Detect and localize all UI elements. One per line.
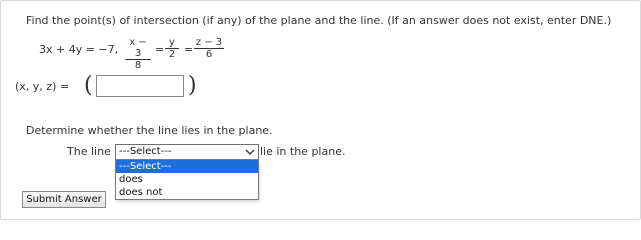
fraction-y-denominator: 2 bbox=[168, 49, 176, 60]
open-paren: ( bbox=[84, 73, 93, 98]
fraction-y-numerator: y bbox=[165, 37, 179, 49]
equals-sign: = bbox=[155, 43, 165, 56]
fraction-z-denominator: 6 bbox=[205, 49, 213, 60]
close-paren: ) bbox=[188, 73, 197, 98]
fraction-y bbox=[165, 37, 179, 60]
fraction-z-numerator: z − 3 bbox=[195, 37, 223, 48]
point-answer-input[interactable] bbox=[96, 75, 184, 97]
fraction-x bbox=[125, 37, 151, 71]
line-suffix: lie in the plane. bbox=[260, 145, 346, 158]
line-in-plane-row bbox=[67, 144, 367, 198]
question-prompt: Find the point(s) of intersection (if any) of the plane and the line. (If an answer does not exist, enter DNE.) bbox=[26, 14, 612, 27]
select-option-placeholder[interactable]: ---Select--- bbox=[116, 160, 258, 173]
fraction-x-denominator: 8 bbox=[134, 60, 142, 71]
point-label: (x, y, z) = bbox=[15, 80, 70, 93]
part2-prompt: Determine whether the line lies in the plane. bbox=[26, 124, 273, 137]
select-current-value: ---Select--- bbox=[119, 146, 172, 157]
select-dropdown-list bbox=[115, 159, 259, 200]
select-option-does-not[interactable]: does not bbox=[119, 187, 163, 198]
fraction-z bbox=[194, 37, 224, 60]
chevron-down-icon bbox=[245, 147, 255, 157]
line-prefix: The line bbox=[67, 145, 111, 158]
equals-sign: = bbox=[184, 43, 194, 56]
lies-in-plane-select[interactable] bbox=[115, 144, 259, 160]
fraction-x-numerator: x − 3 bbox=[125, 37, 151, 60]
submit-answer-button[interactable]: Submit Answer bbox=[22, 191, 106, 208]
select-option-does[interactable]: does bbox=[119, 174, 143, 185]
plane-equation: 3x + 4y = −7, bbox=[39, 43, 119, 56]
